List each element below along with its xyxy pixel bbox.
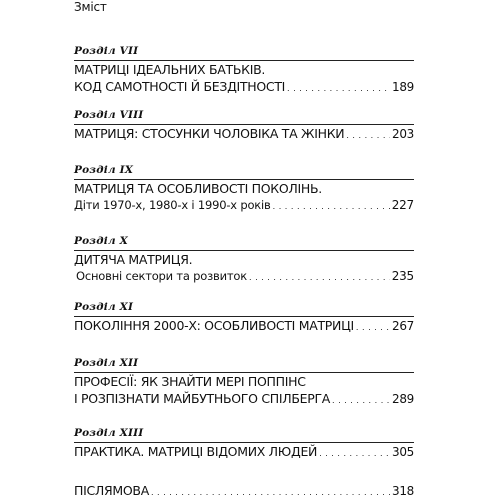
page-number: 305	[391, 445, 414, 459]
entry-title-line-1: МАТРИЦЯ: СТОСУНКИ ЧОЛОВІКА ТА ЖІНКИ	[74, 126, 345, 141]
dot-leader	[151, 484, 390, 501]
chapter-label: Розділ XIII	[74, 427, 144, 439]
page-number: 318	[391, 484, 414, 498]
toc-entry-chapter-9[interactable]	[74, 163, 414, 214]
chapter-label: Розділ VII	[74, 45, 139, 57]
chapter-label: Розділ XI	[74, 301, 134, 313]
entry-title-line-1: ДИТЯЧА МАТРИЦЯ.	[74, 252, 193, 267]
page-number: 227	[391, 198, 414, 212]
dot-leader	[332, 392, 390, 409]
page-number: 267	[391, 319, 414, 333]
page-number: 203	[391, 127, 414, 141]
toc-entry-chapter-11[interactable]	[74, 300, 414, 334]
chapter-label: Розділ X	[74, 235, 128, 247]
page-number: 189	[391, 80, 414, 94]
toc-entry-chapter-13[interactable]	[74, 426, 414, 460]
chapter-label: Розділ IX	[74, 164, 134, 176]
entry-last-line	[74, 482, 414, 499]
entry-title-line-2: Діти 1970-х, 1980-х і 1990-х років	[74, 198, 271, 212]
entry-title-line-1: ПРОФЕСІЇ: ЯК ЗНАЙТИ МЕРІ ПОППІНС	[74, 374, 306, 389]
page-number: 235	[391, 269, 414, 283]
entry-title-line-1: ПОКОЛІННЯ 2000-Х: ОСОБЛИВОСТІ МАТРИЦІ	[74, 318, 354, 333]
chapter-label: Розділ XII	[74, 357, 139, 369]
entry-title-line-1: МАТРИЦІ ІДЕАЛЬНИХ БАТЬКІВ.	[74, 62, 266, 77]
entry-last-line	[74, 125, 414, 142]
page-number: 289	[391, 392, 414, 406]
entry-title-line-1: ПРАКТИКА. МАТРИЦІ ВІДОМИХ ЛЮДЕЙ	[74, 444, 318, 459]
chapter-label: Розділ VIII	[74, 109, 144, 121]
dot-leader	[287, 80, 390, 97]
toc-entry-chapter-8[interactable]	[74, 108, 414, 142]
dot-leader	[249, 269, 390, 286]
entry-last-line	[74, 390, 414, 407]
entry-title-line-1: МАТРИЦЯ ТА ОСОБЛИВОСТІ ПОКОЛІНЬ.	[74, 181, 322, 196]
dot-leader	[346, 127, 390, 144]
toc-entry-chapter-12[interactable]	[74, 356, 414, 407]
entry-title-line-2: КОД САМОТНОСТІ Й БЕЗДІТНОСТІ	[74, 79, 286, 94]
toc-entry-chapter-10[interactable]	[74, 234, 414, 285]
entry-last-line	[74, 317, 414, 334]
entry-last-line	[74, 78, 414, 95]
dot-leader	[356, 319, 390, 336]
page-header: Зміст	[74, 0, 107, 14]
entry-title-line-1: ПІСЛЯМОВА	[74, 483, 149, 498]
entry-title-line-2: Основні сектори та розвиток	[76, 269, 247, 283]
toc-entry-afterword[interactable]	[74, 482, 414, 499]
toc-entry-chapter-7[interactable]	[74, 44, 414, 95]
entry-last-line	[74, 443, 414, 460]
entry-last-line	[74, 197, 414, 214]
dot-leader	[319, 445, 390, 462]
entry-title-line-2: І РОЗПІЗНАТИ МАЙБУТНЬОГО СПІЛБЕРГА	[74, 391, 331, 406]
entry-last-line	[74, 268, 414, 285]
dot-leader	[273, 198, 390, 215]
